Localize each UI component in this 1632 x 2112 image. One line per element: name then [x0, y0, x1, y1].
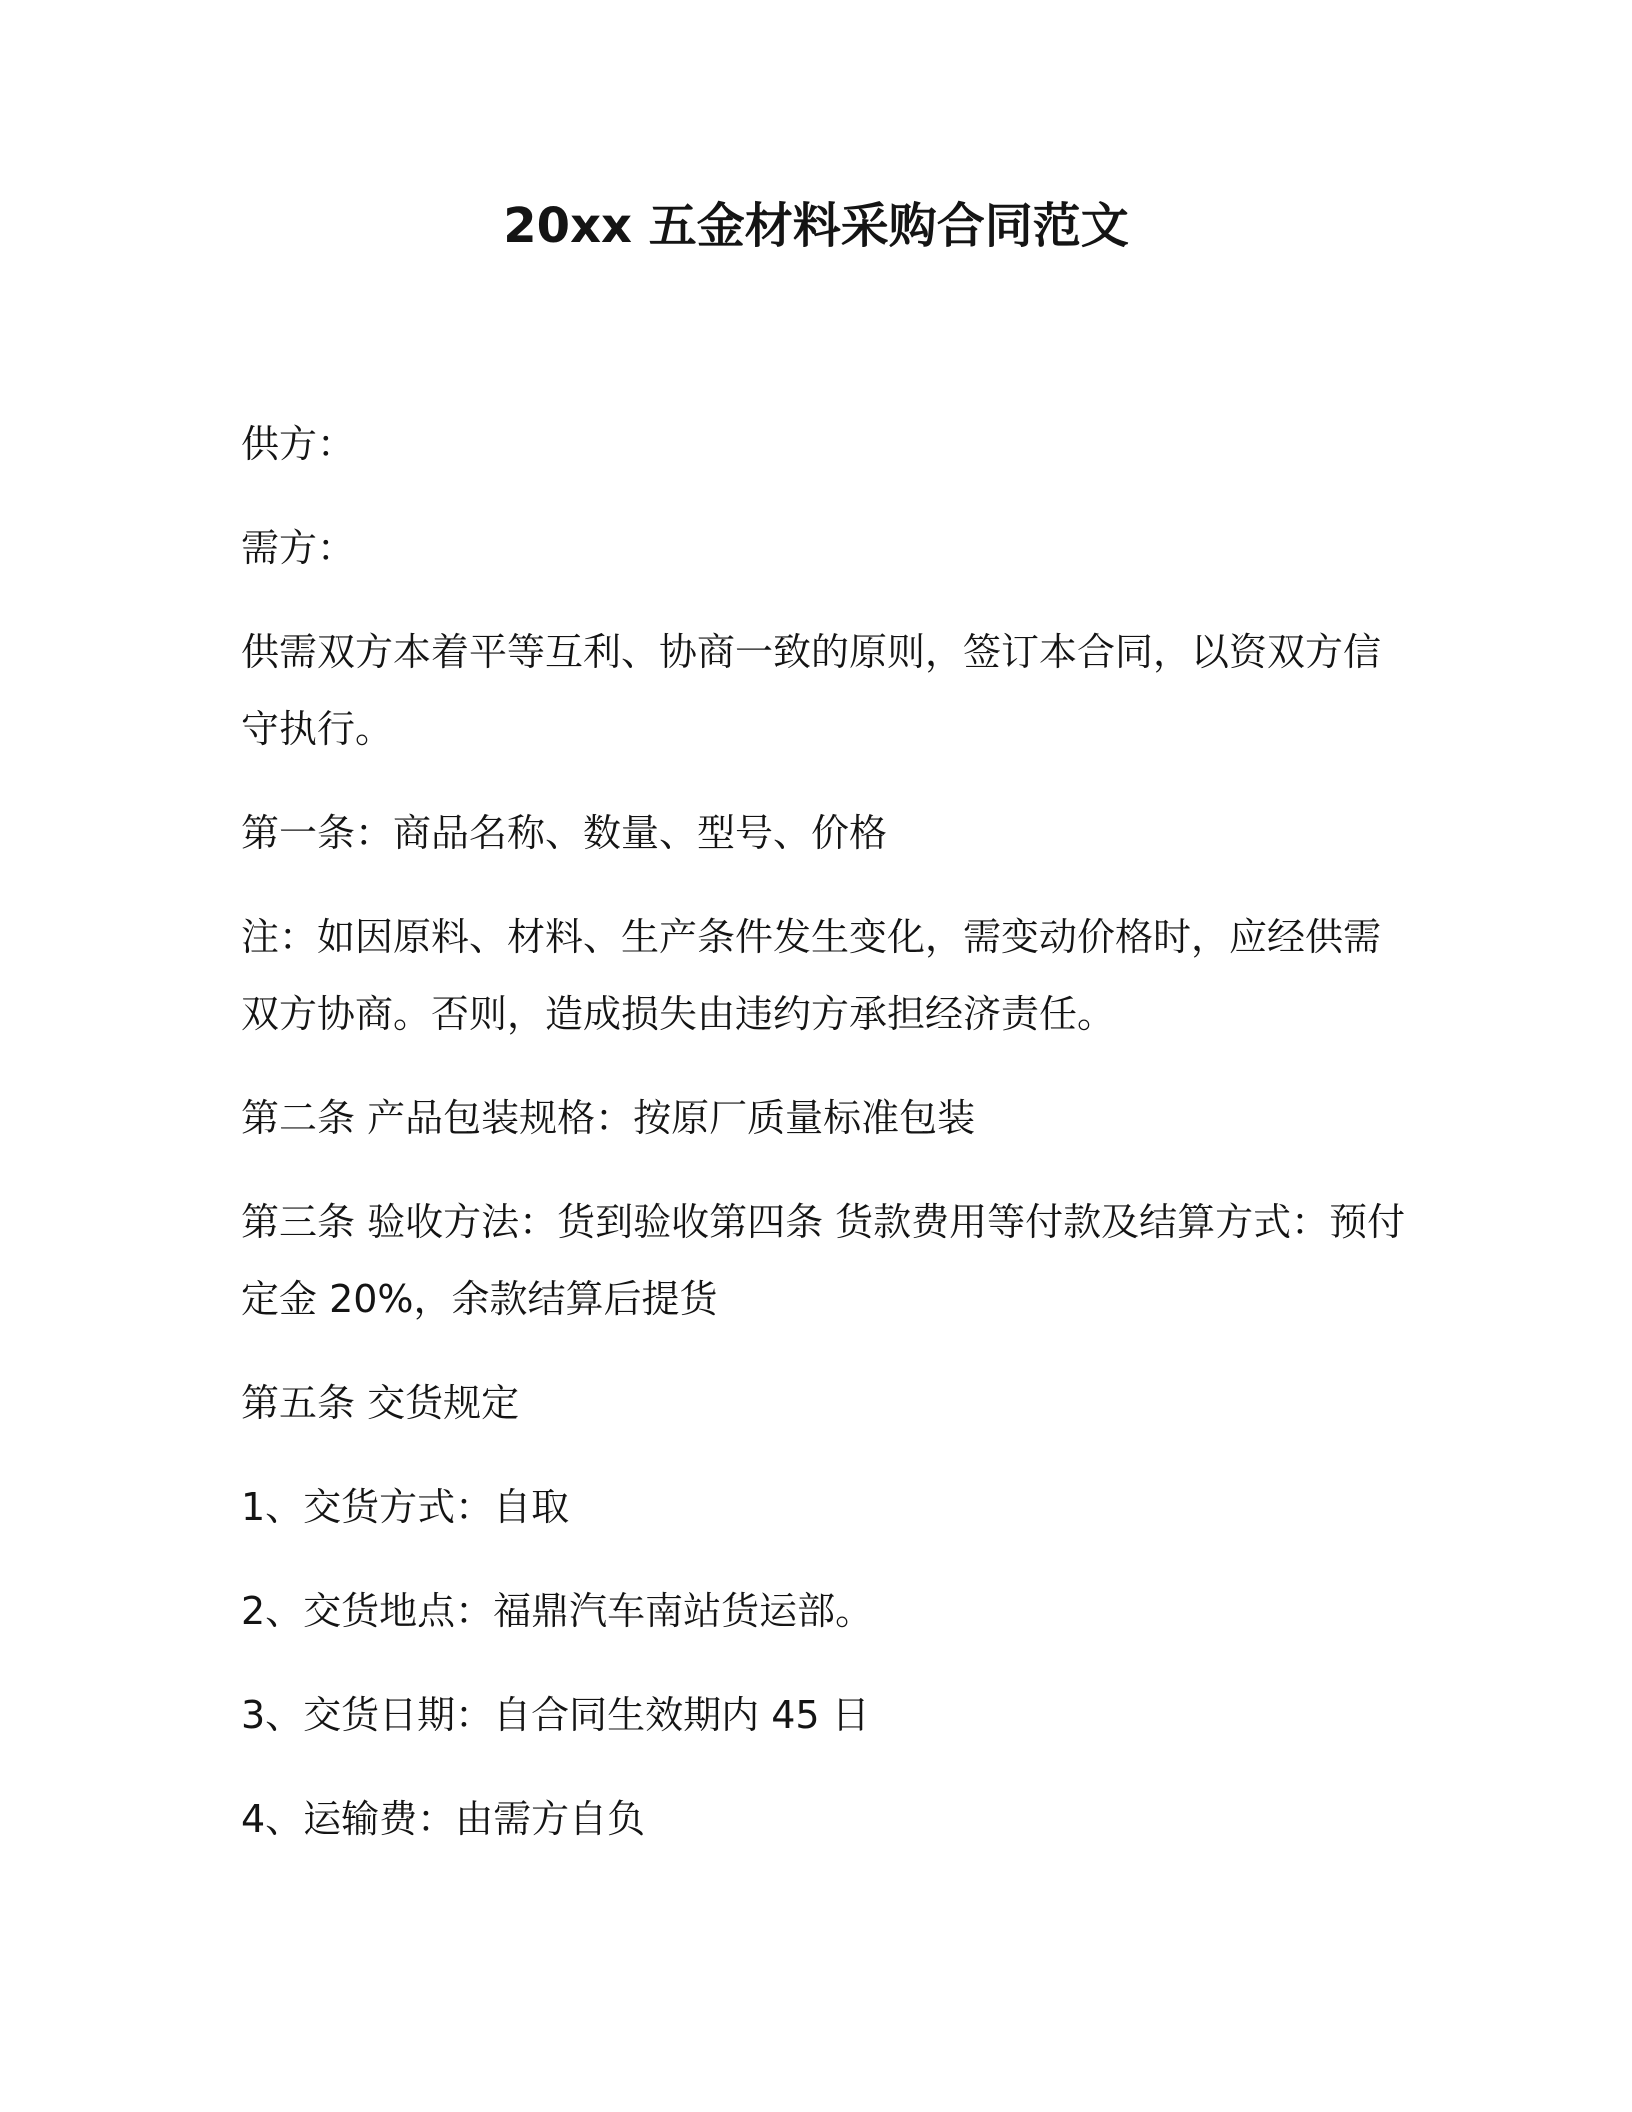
- delivery-location-line: 2、交货地点：福鼎汽车南站货运部。: [241, 1589, 874, 1633]
- article-1-heading: 第一条：商品名称、数量、型号、价格: [241, 811, 888, 855]
- delivery-method-line: 1、交货方式：自取: [241, 1485, 570, 1529]
- supplier-line: 供方：: [241, 422, 356, 466]
- buyer-line: 需方：: [241, 526, 356, 570]
- preamble-line-2: 守执行。: [241, 707, 394, 751]
- article-2-line: 第二条 产品包装规格：按原厂质量标准包装: [241, 1096, 976, 1140]
- note-line-1: 注：如因原料、材料、生产条件发生变化，需变动价格时，应经供需: [241, 915, 1382, 959]
- article-3-line-1: 第三条 验收方法：货到验收第四条 货款费用等付款及结算方式：预付: [241, 1200, 1406, 1244]
- delivery-date-line: 3、交货日期：自合同生效期内 45 日: [241, 1693, 870, 1737]
- note-line-2: 双方协商。否则，造成损失由违约方承担经济责任。: [241, 992, 1116, 1036]
- article-5-heading: 第五条 交货规定: [241, 1381, 520, 1425]
- freight-line: 4、运输费：由需方自负: [241, 1797, 646, 1841]
- document-title: 20xx 五金材料采购合同范文: [503, 198, 1129, 254]
- article-3-line-2: 定金 20%，余款结算后提货: [241, 1277, 718, 1321]
- preamble-line-1: 供需双方本着平等互利、协商一致的原则，签订本合同，以资双方信: [241, 630, 1382, 674]
